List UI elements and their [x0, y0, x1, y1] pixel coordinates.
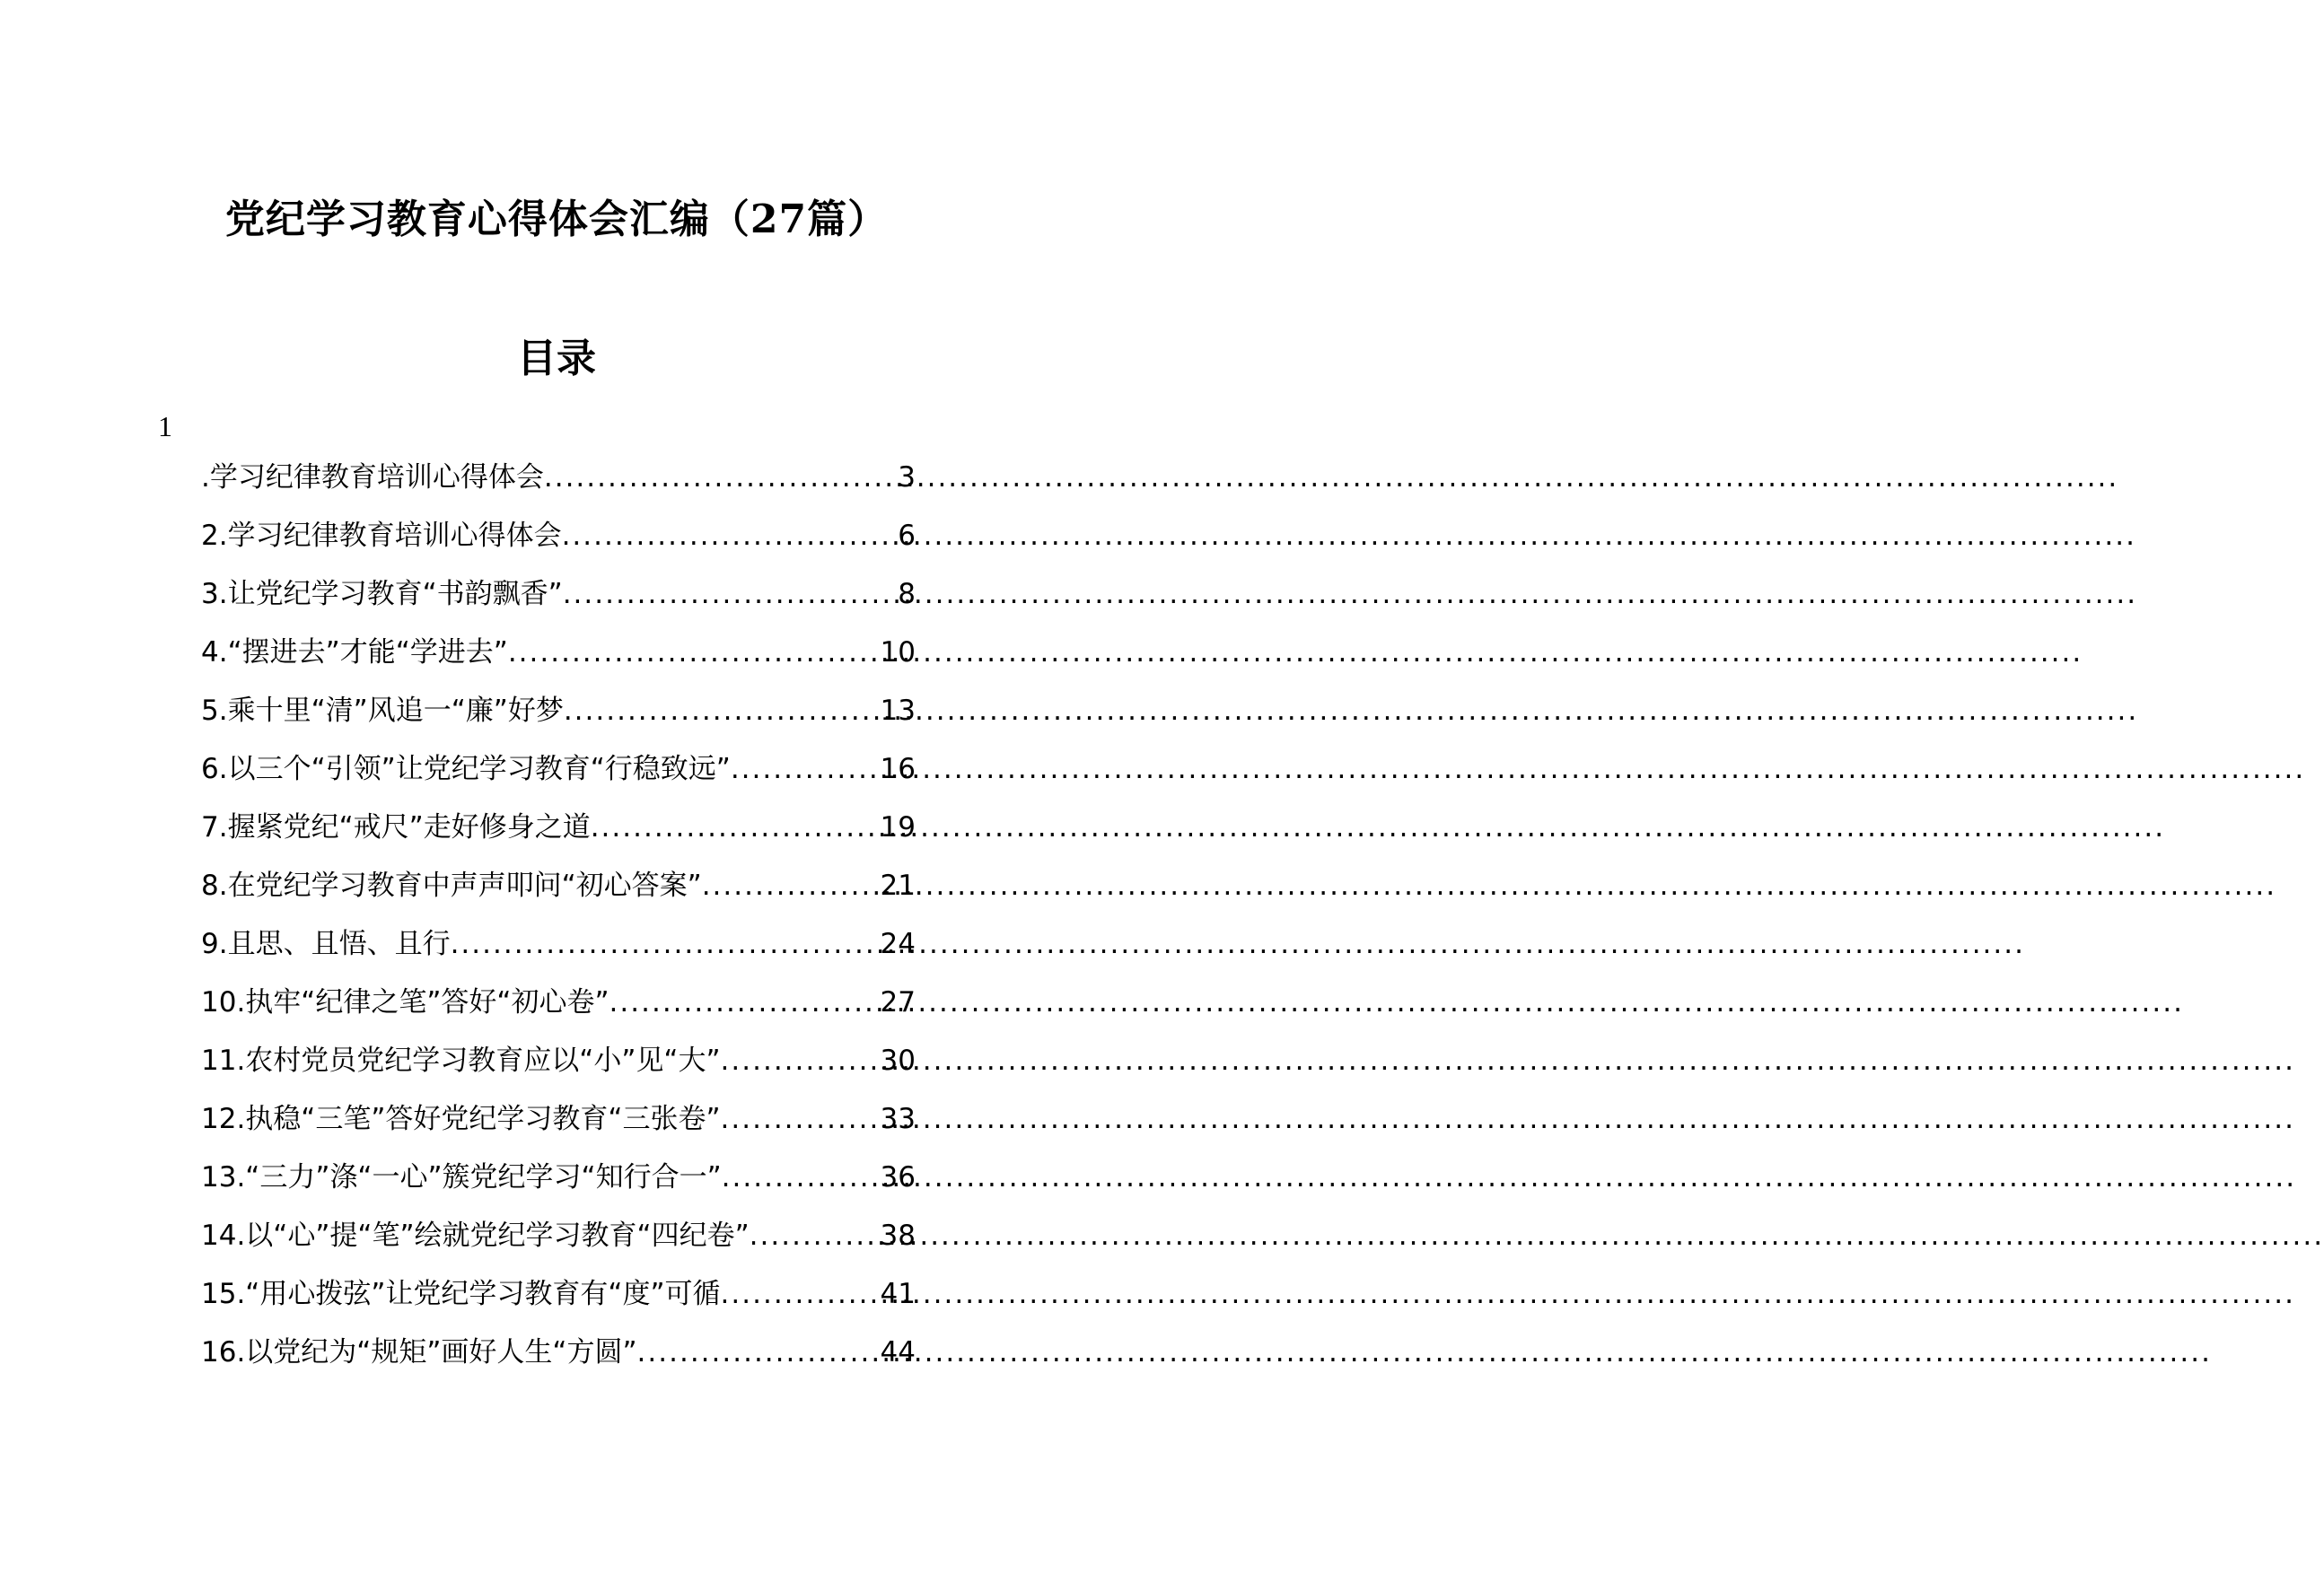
toc-entry[interactable]: [201, 868, 916, 926]
toc-entry-title: 2.学习纪律教育培训心得体会: [201, 520, 562, 552]
table-of-contents: [201, 459, 916, 1393]
toc-entry[interactable]: [201, 926, 916, 984]
toc-entry-title: 13.“三力”涤“一心”簇党纪学习“知行合一”: [201, 1161, 722, 1194]
toc-entry-title: 7.握紧党纪“戒尺”走好修身之道: [201, 811, 591, 844]
toc-entry-page: 13: [880, 695, 916, 727]
toc-entry-page: 21: [880, 870, 916, 902]
toc-dot-leader: [750, 1218, 881, 1254]
toc-entry-page: 16: [880, 753, 916, 785]
toc-dot-leader: [721, 1101, 881, 1137]
toc-entry-page: 19: [880, 811, 916, 844]
toc-entry[interactable]: [201, 809, 916, 868]
toc-dot-leader: [562, 518, 899, 554]
toc-entry-page: 6: [898, 520, 916, 552]
toc-entry-page: 8: [898, 578, 916, 610]
toc-dot-leader: [702, 868, 881, 904]
toc-entry[interactable]: [201, 1043, 916, 1101]
toc-entry[interactable]: [201, 1276, 916, 1334]
toc-entry-title: 12.执稳“三笔”答好党纪学习教育“三张卷”: [201, 1103, 721, 1135]
toc-entry-page: 30: [880, 1045, 916, 1077]
toc-entry-title: .学习纪律教育培训心得体会: [201, 461, 544, 494]
toc-entry-title: 11.农村党员党纪学习教育应以“小”见“大”: [201, 1045, 721, 1077]
toc-dot-leader: [544, 459, 898, 495]
toc-entry-page: 3: [898, 461, 916, 494]
toc-entry-title: 14.以“心”提“笔”绘就党纪学习教育“四纪卷”: [201, 1220, 750, 1252]
toc-entry-title: 10.执牢“纪律之笔”答好“初心卷”: [201, 986, 610, 1019]
toc-dot-leader: [721, 1043, 881, 1079]
toc-dot-leader: [721, 1276, 881, 1312]
toc-entry-page: 27: [880, 986, 916, 1019]
toc-dot-leader: [731, 751, 881, 787]
toc-entry-page: 24: [880, 928, 916, 960]
toc-heading: 目录: [517, 336, 596, 381]
toc-dot-leader: [722, 1159, 881, 1195]
toc-dot-leader: [564, 693, 881, 729]
toc-entry[interactable]: [201, 1101, 916, 1159]
toc-entry[interactable]: [201, 693, 916, 751]
toc-entry-title: 9.且思、且悟、且行: [201, 928, 451, 960]
toc-entry[interactable]: [201, 1334, 916, 1393]
toc-entry-page: 33: [880, 1103, 916, 1135]
toc-entry[interactable]: [201, 459, 916, 518]
toc-entry-title: 4.“摆进去”才能“学进去”: [201, 636, 508, 669]
toc-dot-leader: [563, 576, 899, 612]
toc-dot-leader: [508, 634, 881, 670]
toc-entry-title: 5.乘十里“清”风追一“廉”好梦: [201, 695, 564, 727]
toc-entry[interactable]: [201, 518, 916, 576]
toc-entry[interactable]: [201, 634, 916, 693]
toc-entry-page: 10: [880, 636, 916, 669]
toc-entry-page: 38: [880, 1220, 916, 1252]
toc-entry[interactable]: [201, 576, 916, 634]
toc-dot-leader: [610, 984, 881, 1020]
toc-entry-page: 36: [880, 1161, 916, 1194]
toc-dot-leader: [591, 809, 881, 845]
toc-entry-title: 16.以党纪为“规矩”画好人生“方圆”: [201, 1336, 637, 1369]
toc-entry-page: 41: [880, 1278, 916, 1310]
toc-entry-title: 15.“用心拨弦”让党纪学习教育有“度”可循: [201, 1278, 721, 1310]
toc-entry[interactable]: [201, 1218, 916, 1276]
stray-page-number: 1: [158, 410, 172, 442]
toc-entry-title: 3.让党纪学习教育“书韵飘香”: [201, 578, 563, 610]
toc-entry[interactable]: [201, 1159, 916, 1218]
toc-entry[interactable]: [201, 984, 916, 1043]
toc-entry-title: 8.在党纪学习教育中声声叩问“初心答案”: [201, 870, 702, 902]
toc-dot-leader: [637, 1334, 881, 1370]
toc-entry-page: 44: [880, 1336, 916, 1369]
toc-dot-leader: [451, 926, 881, 962]
document-page: [0, 0, 1113, 1574]
document-title: 党纪学习教育心得体会汇编（27篇）: [224, 197, 889, 242]
toc-entry-title: 6.以三个“引领”让党纪学习教育“行稳致远”: [201, 753, 731, 785]
toc-entry[interactable]: [201, 751, 916, 809]
